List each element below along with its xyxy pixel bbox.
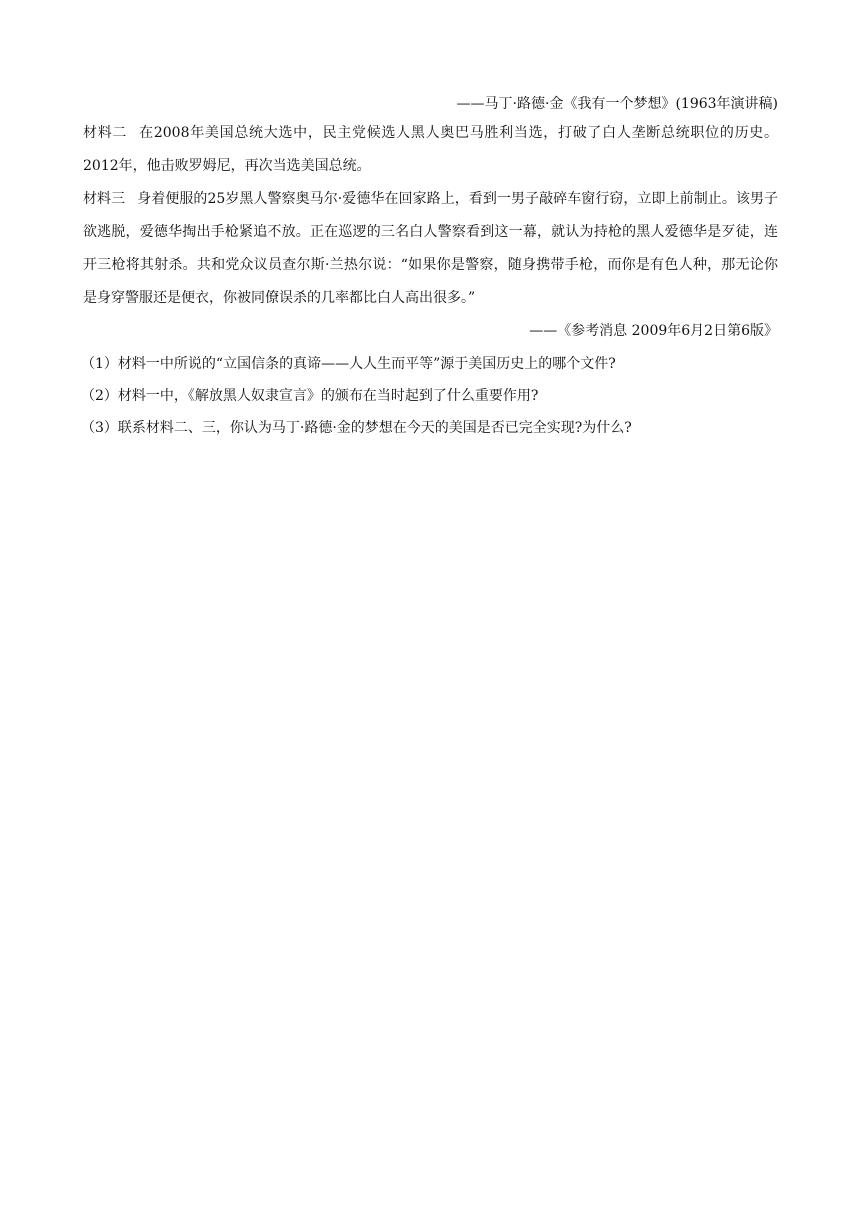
source-citation-1: ——马丁·路德·金《我有一个梦想》(1963年演讲稿) [456, 96, 778, 112]
material-2-text: 在2008年美国总统大选中，民主党候选人黑人奥巴马胜利当选，打破了白人垄断总统职位的历史。2012年，他击败罗姆尼，再次当选美国总统。 [83, 125, 778, 174]
question-1: （1）材料一中所说的“立国信条的真谛——人人生而平等”源于美国历史上的哪个文件? [81, 356, 616, 372]
material-3-paragraph [83, 183, 778, 315]
material-2-label: 材料二 [83, 125, 128, 141]
material-2-paragraph [83, 117, 778, 183]
material-3-label: 材料三 [83, 191, 126, 207]
question-3: （3）联系材料二、三，你认为马丁·路德·金的梦想在今天的美国是否已完全实现?为什么? [81, 420, 632, 436]
document-content [83, 88, 778, 444]
question-2: （2）材料一中，《解放黑人奴隶宣言》的颁布在当时起到了什么重要作用? [81, 388, 539, 404]
source-citation-3: ——《参考消息 2009年6月2日第6版》 [529, 323, 778, 339]
material-3-text: 身着便服的25岁黑人警察奥马尔·爱德华在回家路上，看到一男子敲碎车窗行窃，立即上前制止。该男子欲逃脱，爱德华掏出手枪紧追不放。正在巡逻的三名白人警察看到这一幕，就认为持枪的黑人爱德华是歹徒，连开三枪将其射杀。共和党众议员查尔斯·兰热尔说：“如果你是警察，随身携带手枪，而你是有色人种，那无论你是身穿警服还是便衣，你被同僚误杀的几率都比白人高出很多。” [83, 191, 778, 306]
